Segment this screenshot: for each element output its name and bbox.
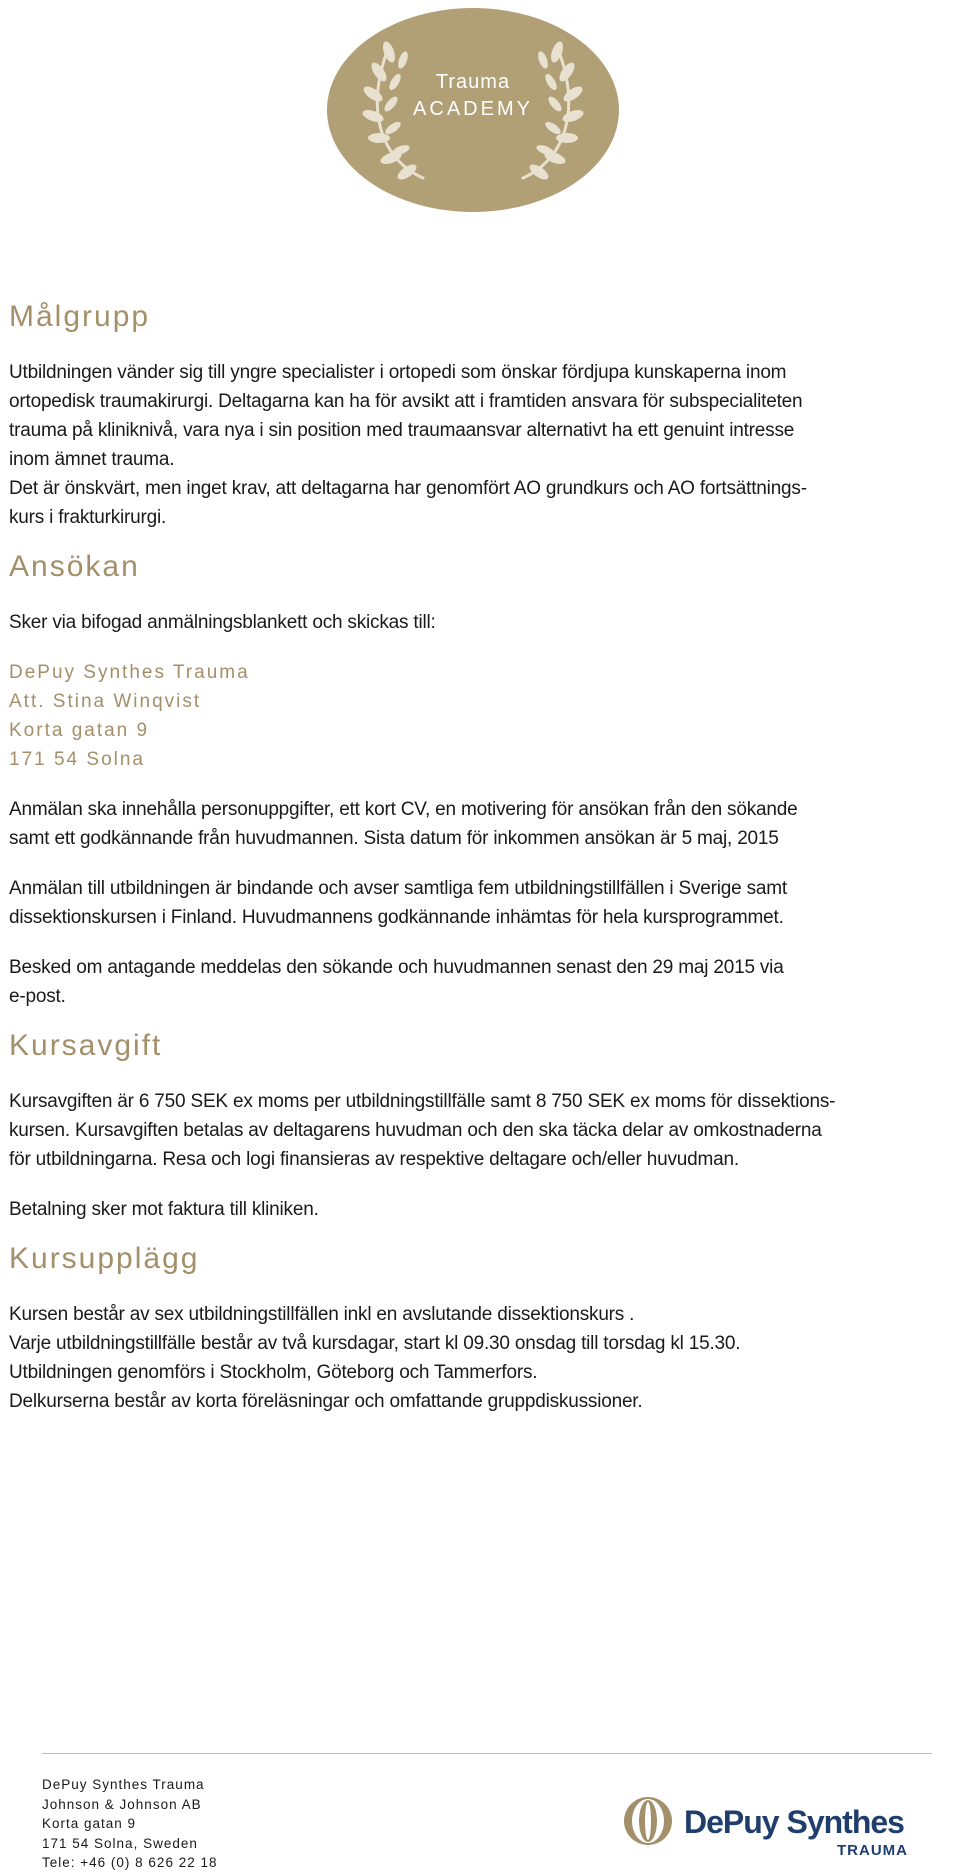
paragraph-line: samt ett godkännande från huvudmannen. Sista datum för inkommen ansökan är 5 maj, 2015 bbox=[9, 828, 779, 849]
laurel-wreath-icon bbox=[327, 8, 619, 212]
paragraph-line: Varje utbildningstillfälle består av två kursdagar, start kl 09.30 onsdag till torsdag kl 15.30. bbox=[9, 1333, 741, 1354]
paragraph-line: Besked om antagande meddelas den sökande och huvudmannen senast den 29 maj 2015 via bbox=[9, 957, 784, 978]
logo-line1: Trauma bbox=[435, 71, 511, 93]
main-content bbox=[9, 292, 954, 1416]
section-kursupplagg bbox=[9, 1234, 954, 1416]
paragraph-line: inom ämnet trauma. bbox=[9, 449, 175, 470]
address-line: 171 54 Solna bbox=[9, 749, 145, 770]
paragraph-line: Delkurserna består av korta föreläsningar och omfattande gruppdiskussioner. bbox=[9, 1391, 643, 1412]
section-heading: Målgrupp bbox=[9, 300, 151, 333]
footer-address-line: Korta gatan 9 bbox=[42, 1816, 137, 1831]
depuy-synthes-logo bbox=[620, 1797, 920, 1859]
section-ansokan bbox=[9, 542, 954, 1011]
address-line: DePuy Synthes Trauma bbox=[9, 662, 250, 683]
paragraph-line: Anmälan till utbildningen är bindande och avser samtliga fem utbildningstillfällen i Sverige samt bbox=[9, 878, 787, 899]
trauma-academy-logo bbox=[327, 8, 619, 212]
paragraph-line: Kursen består av sex utbildningstillfällen inkl en avslutande dissektionskurs . bbox=[9, 1304, 635, 1325]
paragraph-line: ortopedisk traumakirurgi. Deltagarna kan ha för avsikt att i framtiden ansvara för subspecialiteten bbox=[9, 391, 803, 412]
section-heading: Kursavgift bbox=[9, 1029, 163, 1062]
paragraph-line: kursen. Kursavgiften betalas av deltagarens huvudman och den ska täcka delar av omkostnaderna bbox=[9, 1120, 822, 1141]
footer-address-line: DePuy Synthes Trauma bbox=[42, 1777, 205, 1792]
paragraph-line: Utbildningen vänder sig till yngre specialister i ortopedi som önskar fördjupa kunskaperna inom bbox=[9, 362, 787, 383]
paragraph-line: kurs i frakturkirurgi. bbox=[9, 507, 167, 528]
logo-line2: ACADEMY bbox=[413, 98, 533, 120]
logo-sub-label: TRAUMA bbox=[837, 1842, 908, 1859]
paragraph-line: Sker via bifogad anmälningsblankett och skickas till: bbox=[9, 612, 436, 633]
footer-address-line: Johnson & Johnson AB bbox=[42, 1796, 202, 1812]
paragraph-line: Det är önskvärt, men inget krav, att deltagarna har genomfört AO grundkurs och AO fortsättnings- bbox=[9, 478, 807, 499]
footer-address bbox=[42, 1775, 362, 1873]
address-line: Korta gatan 9 bbox=[9, 720, 150, 741]
section-heading: Ansökan bbox=[9, 550, 140, 583]
paragraph-line: Kursavgiften är 6 750 SEK ex moms per utbildningstillfälle samt 8 750 SEK ex moms för dissektions- bbox=[9, 1091, 836, 1112]
footer-divider bbox=[42, 1753, 932, 1754]
section-malgrupp bbox=[9, 292, 954, 532]
paragraph-line: trauma på kliniknivå, vara nya i sin position med traumaansvar alternativt ha ett genuint intresse bbox=[9, 420, 795, 441]
address-line: Att. Stina Winqvist bbox=[9, 691, 202, 712]
paragraph-line: e-post. bbox=[9, 986, 66, 1007]
depuy-synthes-mark-icon bbox=[624, 1797, 672, 1845]
footer-address-line: Tele: +46 (0) 8 626 22 18 bbox=[42, 1855, 218, 1870]
paragraph-line: för utbildningarna. Resa och logi finansieras av respektive deltagare och/eller huvudman. bbox=[9, 1149, 739, 1170]
section-heading: Kursupplägg bbox=[9, 1242, 200, 1275]
postal-address bbox=[9, 658, 954, 774]
logo-brand-name: DePuy Synthes bbox=[684, 1804, 904, 1840]
section-kursavgift bbox=[9, 1021, 954, 1224]
paragraph-line: Betalning sker mot faktura till kliniken. bbox=[9, 1199, 319, 1220]
paragraph-line: Utbildningen genomförs i Stockholm, Göteborg och Tammerfors. bbox=[9, 1362, 538, 1383]
paragraph-line: Anmälan ska innehålla personuppgifter, ett kort CV, en motivering för ansökan från den sökande bbox=[9, 799, 798, 820]
paragraph-line: dissektionskursen i Finland. Huvudmannens godkännande inhämtas för hela kursprogrammet. bbox=[9, 907, 784, 928]
footer-address-line: 171 54 Solna, Sweden bbox=[42, 1835, 198, 1851]
